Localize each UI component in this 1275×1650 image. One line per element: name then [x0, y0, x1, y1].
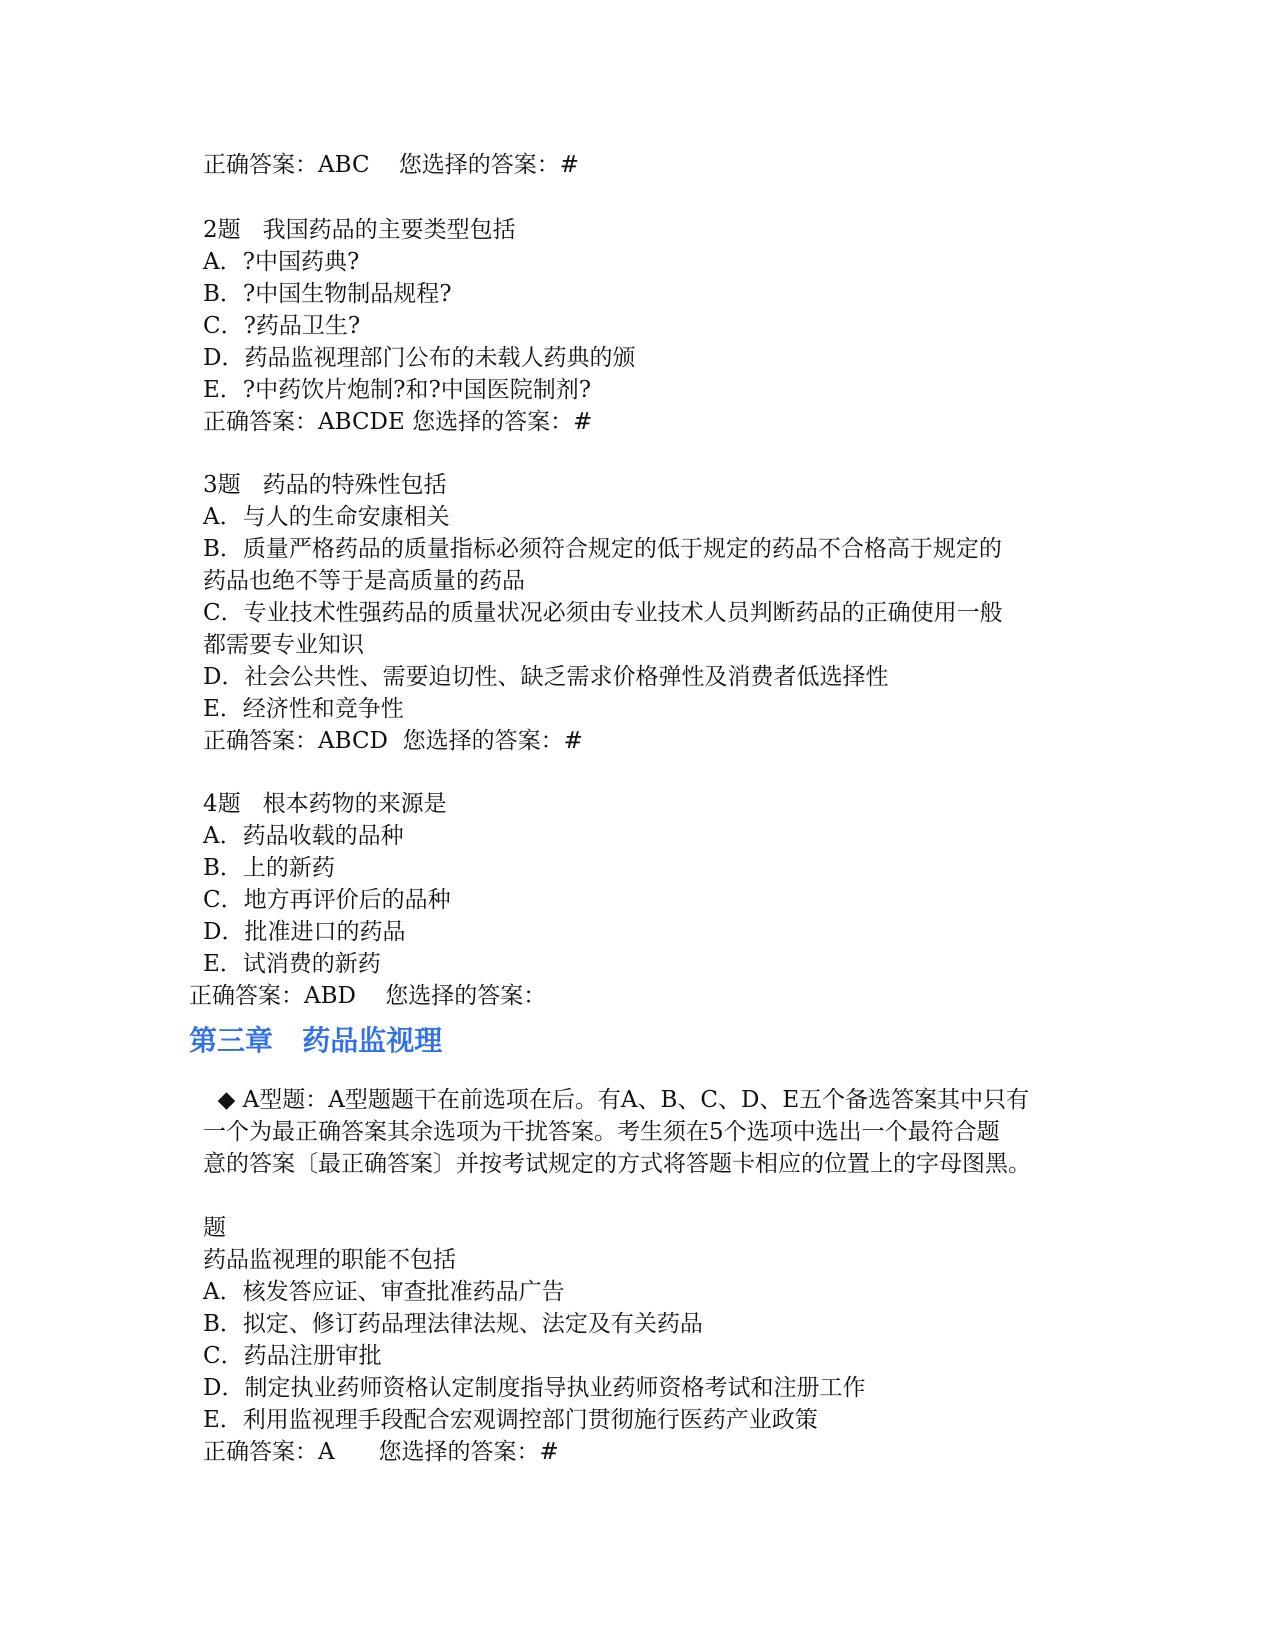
instructions-line-2: 一个为最正确答案其余选项为干扰答案。考生须在5个选项中选出一个最符合题 [203, 1119, 1000, 1145]
q5-answer-line: 正确答案：A 您选择的答案：# [203, 1439, 559, 1465]
q4-title: 4题 根本药物的来源是 [203, 791, 447, 817]
q4-option-b: B．上的新药 [203, 855, 335, 881]
q5-label: 题 [203, 1215, 226, 1241]
q3-line-7: E．经济性和竞争性 [203, 696, 404, 722]
q2-title: 2题 我国药品的主要类型包括 [203, 217, 516, 243]
q5-option-b: B．拟定、修订药品理法律法规、法定及有关药品 [203, 1311, 703, 1337]
q2-option-a: A．?中国药典? [203, 249, 360, 275]
q2-option-b: B．?中国生物制品规程? [203, 281, 452, 307]
q5-option-e: E．利用监视理手段配合宏观调控部门贯彻施行医药产业政策 [203, 1407, 818, 1433]
q3-line-2: B．质量严格药品的质量指标必须符合规定的低于规定的药品不合格高于规定的 [203, 536, 1002, 562]
instructions-line-1: ◆ A型题：A型题题干在前选项在后。有A、B、C、D、E五个备选答案其中只有 [203, 1087, 1030, 1113]
q5-option-a: A．核发答应证、审查批准药品广告 [203, 1279, 565, 1305]
q3-title: 3题 药品的特殊性包括 [203, 472, 447, 498]
q4-option-e: E．试消费的新药 [203, 951, 381, 977]
q5-option-d: D．制定执业药师资格认定制度指导执业药师资格考试和注册工作 [203, 1375, 866, 1401]
q4-answer-line: 正确答案：ABD 您选择的答案： [189, 983, 547, 1009]
q3-line-5: 都需要专业知识 [203, 632, 364, 658]
instructions-line-3: 意的答案〔最正确答案〕并按考试规定的方式将答题卡相应的位置上的字母图黑。 [203, 1151, 1031, 1177]
q3-answer-line: 正确答案：ABCD 您选择的答案：# [203, 728, 583, 754]
q4-option-d: D．批准进口的药品 [203, 919, 406, 945]
q3-line-1: A．与人的生命安康相关 [203, 504, 450, 530]
q2-answer-line: 正确答案：ABCDE 您选择的答案：# [203, 409, 593, 435]
q2-option-c: C．?药品卫生? [203, 313, 361, 339]
q2-option-e: E．?中药饮片炮制?和?中国医院制剂? [203, 377, 592, 403]
q2-option-d: D．药品监视理部门公布的未载人药典的颁 [203, 345, 636, 371]
q3-line-4: C．专业技术性强药品的质量状况必须由专业技术人员判断药品的正确使用一般 [203, 600, 1003, 626]
chapter-heading: 第三章 药品监视理 [189, 1024, 443, 1057]
q4-option-a: A．药品收载的品种 [203, 823, 404, 849]
q3-line-3: 药品也绝不等于是高质量的药品 [203, 568, 525, 594]
q4-option-c: C．地方再评价后的品种 [203, 887, 451, 913]
q3-line-6: D．社会公共性、需要迫切性、缺乏需求价格弹性及消费者低选择性 [203, 664, 889, 690]
q1-answer-line: 正确答案：ABC 您选择的答案：# [203, 152, 580, 178]
q5-stem: 药品监视理的职能不包括 [203, 1247, 456, 1273]
q5-option-c: C．药品注册审批 [203, 1343, 382, 1369]
